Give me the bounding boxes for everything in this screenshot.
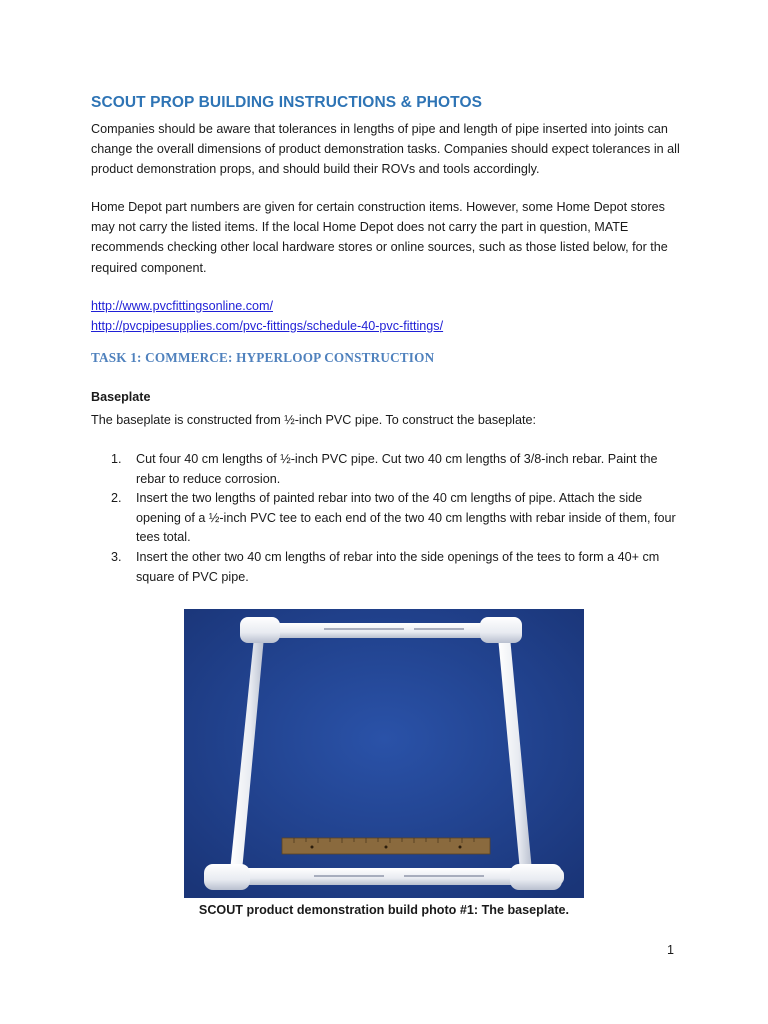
- step-number: 3.: [111, 549, 122, 564]
- page-number: 1: [667, 943, 675, 957]
- pvc-fittings-online-link[interactable]: http://www.pvcfittingsonline.com/: [91, 299, 273, 313]
- home-depot-paragraph: Home Depot part numbers are given for certain construction items. However, some Home Depot stores may not carry the listed items. If the local Home Depot does not carry the part in question, MATE recommends checking other local hardware stores or online sources, such as those listed below, for the required component.: [91, 200, 668, 275]
- top-pipe: [242, 623, 512, 638]
- list-item: [91, 450, 681, 489]
- pvc-pipe-supplies-link[interactable]: http://pvcpipesupplies.com/pvc-fittings/schedule-40-pvc-fittings/: [91, 319, 444, 333]
- section-intro: The baseplate is constructed from ½-inch PVC pipe. To construct the baseplate:: [91, 413, 536, 427]
- tee-bottom-right: [510, 864, 562, 890]
- step-number: 2.: [111, 491, 122, 506]
- step-text: Insert the other two 40 cm lengths of rebar into the side openings of the tees to form a 40+ cm square of PVC pipe.: [136, 549, 660, 584]
- step-text: Cut four 40 cm lengths of ½-inch PVC pipe. Cut two 40 cm lengths of 3/8-inch rebar. Paint the rebar to reduce corrosion.: [136, 452, 658, 486]
- tee-top-right: [480, 617, 522, 643]
- list-item: [91, 548, 681, 587]
- document-title: SCOUT PROP BUILDING INSTRUCTIONS & PHOTOS: [91, 94, 483, 111]
- task-heading: TASK 1: COMMERCE: HYPERLOOP CONSTRUCTION: [91, 350, 435, 365]
- step-text: Insert the two lengths of painted rebar into two of the 40 cm lengths of pipe. Attach the side opening of a ½-inch PVC tee to each end of the two 40 cm lengths with rebar inside of them, four tees total.: [136, 491, 676, 545]
- instruction-steps: [91, 450, 681, 587]
- step-number: 1.: [111, 452, 122, 466]
- photo-caption: SCOUT product demonstration build photo #1: The baseplate.: [198, 903, 570, 917]
- list-item: [91, 489, 681, 548]
- tee-bottom-left: [204, 864, 250, 890]
- tee-top-left: [240, 617, 280, 643]
- baseplate-photo: [184, 609, 584, 898]
- tolerance-paragraph: Companies should be aware that tolerances in lengths of pipe and length of pipe inserted into joints can change the overall dimensions of product demonstration tasks. Companies should expect tolerances in all product demonstration props, and should build their ROVs and tools accordingly.: [91, 122, 680, 177]
- section-heading: Baseplate: [91, 390, 151, 404]
